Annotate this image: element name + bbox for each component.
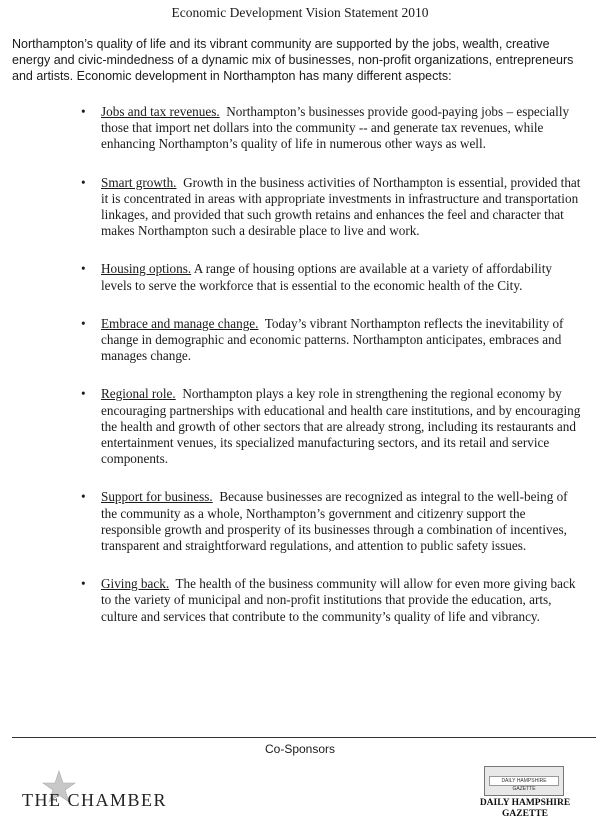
list-item	[0, 316, 600, 365]
list-item	[0, 489, 600, 554]
gazette-name-line2: GAZETTE	[502, 809, 548, 819]
cosponsors-label: Co-Sponsors	[264, 742, 336, 756]
bullet-icon: •	[81, 174, 86, 190]
item-heading: Support for business.	[101, 489, 213, 505]
bullet-icon: •	[81, 261, 86, 277]
item-text: Because businesses are recognized as integral to the well-being of the community as a whole, Northampton’s government and citizenry support the responsible growth and prosperity of its businesses through a combination of incentives, transparent and straightforward regulations, and attention to public safety issues.	[101, 489, 568, 554]
item-heading: Regional role.	[101, 386, 176, 402]
item-heading: Giving back.	[101, 576, 170, 592]
item-text: Today’s vibrant Northampton reflects the inevitability of change in demographic and economic patterns. Northampton anticipates, embraces and manages change.	[101, 315, 564, 364]
bullet-icon: •	[81, 386, 86, 402]
list-item	[0, 386, 600, 467]
chamber-logo-text: THE CHAMBER	[22, 790, 168, 810]
footer-divider	[12, 737, 596, 738]
gazette-logo-small-text: DAILY HAMPSHIRE GAZETTE	[501, 778, 547, 792]
item-text: The health of the business community will allow for even more giving back to the variety of municipal and non-profit institutions that provide the education, arts, culture and services that contribute to the community’s quality of life and vibrancy.	[101, 576, 576, 624]
item-text: Growth in the business activities of Northampton is essential, provided that it is concentrated in areas with appropriate investments in infrastructure and transportation linkages, and provided that such growth retains and enhances the feel and character that makes Northampton such a desirable place to live and work.	[101, 174, 581, 239]
document-title: Economic Development Vision Statement 2010	[171, 5, 429, 20]
bullet-icon: •	[81, 489, 86, 505]
item-heading: Embrace and manage change.	[101, 315, 259, 331]
item-heading: Jobs and tax revenues.	[101, 104, 220, 119]
bullet-icon: •	[81, 576, 86, 592]
gazette-name	[470, 798, 580, 820]
bullet-icon: •	[81, 104, 86, 119]
item-heading: Smart growth.	[101, 174, 177, 190]
item-heading: Housing options.	[101, 261, 192, 277]
intro-paragraph: Northampton’s quality of life and its vibrant community are supported by the jobs, wealth, creative energy and civic-mindedness of a dynamic mix of businesses, non-profit organizations, entrepreneurs and artists. Economic development in Northampton has many different aspects:	[12, 37, 574, 83]
gazette-name-line1: DAILY HAMPSHIRE	[479, 798, 571, 808]
item-text: Northampton’s businesses provide good-paying jobs – especially those that import net dollars into the community -- and generate tax revenues, while enhancing Northampton’s quality of life in numerous other ways as well.	[101, 104, 570, 152]
list-item	[0, 104, 600, 153]
bullet-icon: •	[81, 315, 86, 331]
list-item	[0, 261, 600, 293]
list-item	[0, 576, 600, 625]
gazette-logo-image	[484, 766, 564, 796]
item-text: Northampton plays a key role in strengthening the regional economy by encouraging partnerships with educational and health care institutions, and by encouraging the health and growth of other sectors that are already strong, including its restaurants and entertainment venues, its specialized manufacturing sectors, and its retail and service components.	[101, 386, 581, 467]
item-text: A range of housing options are available at a variety of affordability levels to serve the workforce that is essential to the economic health of the City.	[101, 261, 552, 293]
list-item	[0, 175, 600, 240]
aspects-list	[0, 104, 600, 625]
